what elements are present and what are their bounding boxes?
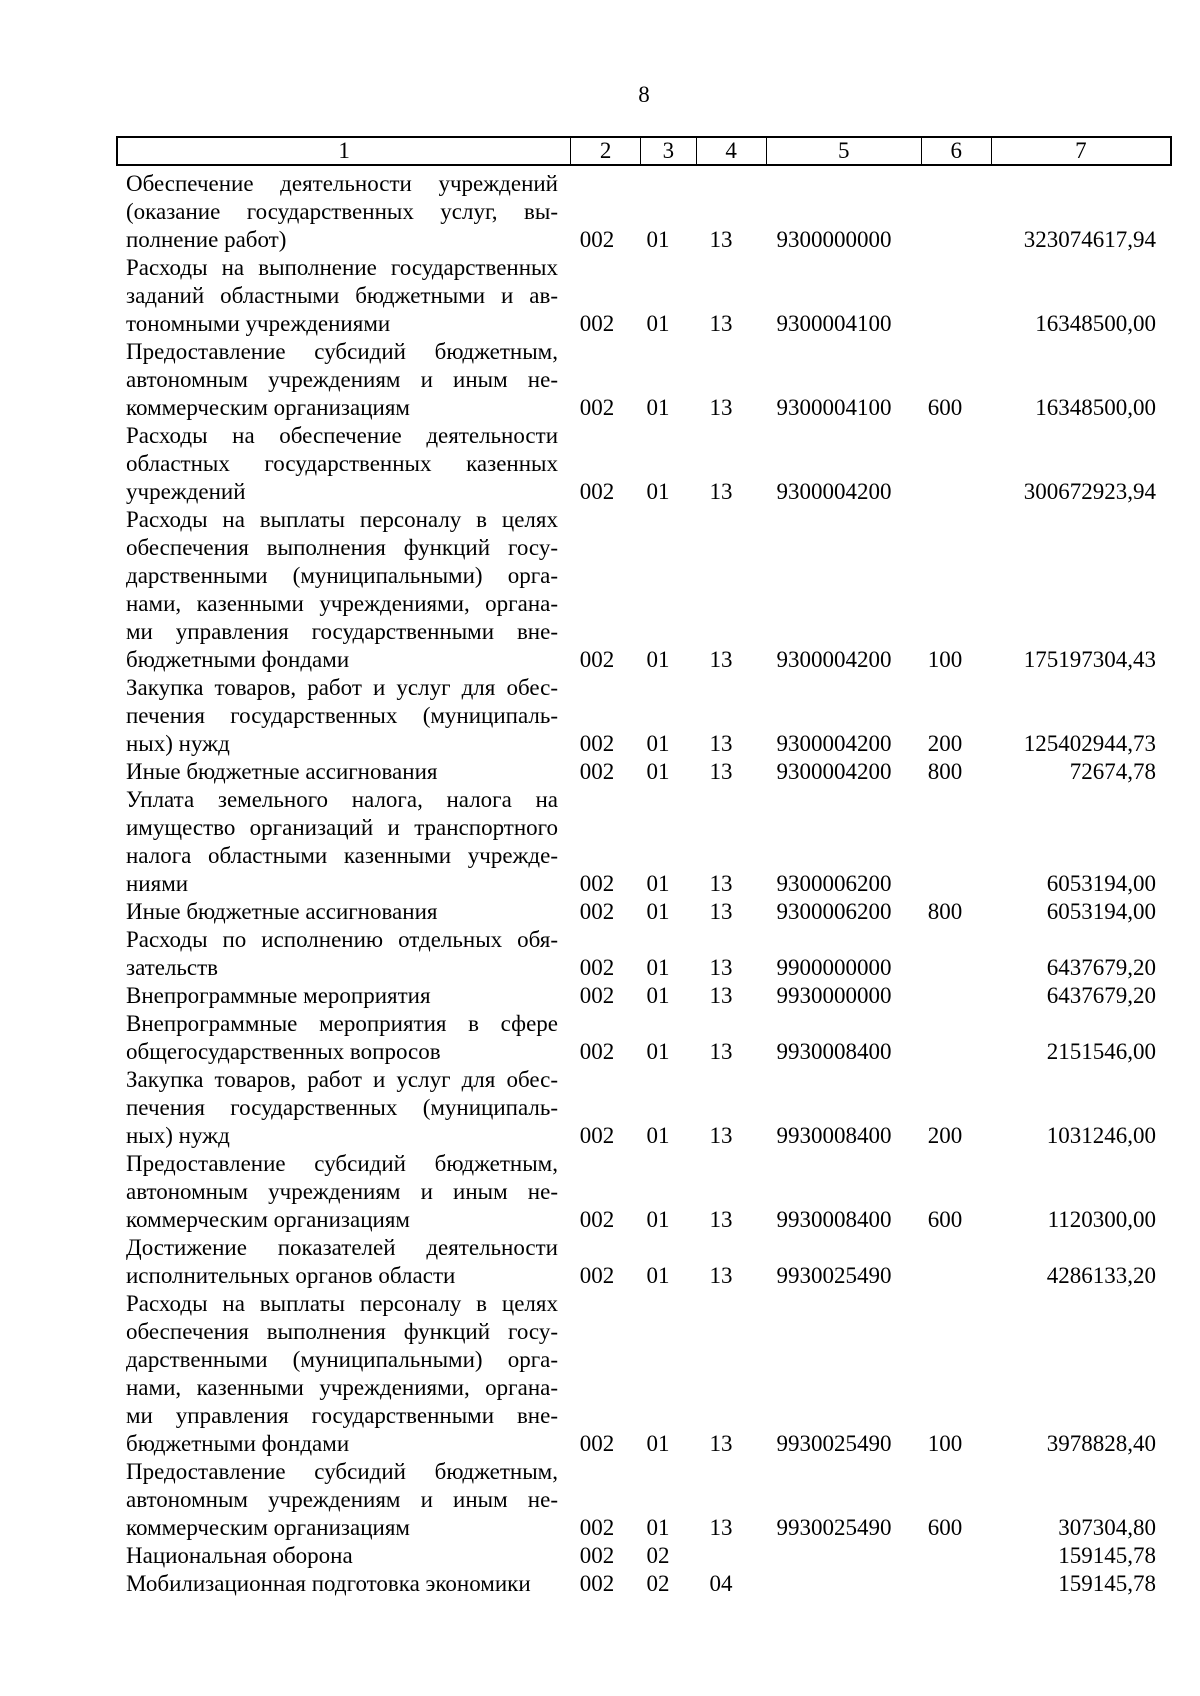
table-row	[126, 506, 1166, 674]
description-line: заданий областными бюджетными и ав-	[126, 283, 558, 308]
cell-ministry-code: 002	[579, 983, 615, 1008]
row-description	[126, 1458, 566, 1542]
description-line: коммерческим организациям	[126, 395, 410, 420]
table-row	[126, 758, 1166, 786]
cell-section: 01	[646, 759, 670, 784]
cell-target-item: 9300004100	[776, 395, 892, 420]
row-description	[126, 758, 566, 786]
description-line: автономным учреждениям и иным не-	[126, 367, 558, 392]
cell-amount: 6437679,20	[1046, 983, 1156, 1008]
cell-section: 01	[646, 983, 670, 1008]
cell-expense-type: 600	[927, 395, 963, 420]
cell-section: 01	[646, 1123, 670, 1148]
table-row	[126, 926, 1166, 982]
table-row	[126, 1570, 1166, 1598]
row-description	[126, 926, 566, 982]
cell-subsection: 13	[709, 647, 733, 672]
description-line: обеспечения выполнения функций госу-	[126, 535, 558, 560]
cell-ministry-code: 002	[579, 1571, 615, 1596]
cell-amount: 4286133,20	[1046, 1263, 1156, 1288]
cell-ministry-code: 002	[579, 1515, 615, 1540]
cell-target-item: 9300000000	[776, 227, 892, 252]
cell-target-item: 9930025490	[776, 1263, 892, 1288]
header-col-2: 2	[571, 138, 641, 164]
cell-amount: 307304,80	[1058, 1515, 1156, 1540]
cell-target-item: 9930008400	[776, 1207, 892, 1232]
description-line: Расходы на выплаты персоналу в целях	[126, 1291, 558, 1316]
cell-target-item: 9300006200	[776, 871, 892, 896]
cell-amount: 175197304,43	[1023, 647, 1156, 672]
cell-subsection: 13	[709, 983, 733, 1008]
cell-target-item: 9300006200	[776, 899, 892, 924]
description-line: тономными учреждениями	[126, 311, 391, 336]
cell-target-item: 9300004200	[776, 479, 892, 504]
description-line: печения государственных (муниципаль-	[126, 703, 558, 728]
row-description	[126, 338, 566, 422]
row-description	[126, 254, 566, 338]
header-col-6: 6	[922, 138, 992, 164]
cell-ministry-code: 002	[579, 1123, 615, 1148]
cell-subsection: 13	[709, 1039, 733, 1064]
description-line: дарственными (муниципальными) орга-	[126, 1347, 558, 1372]
cell-subsection: 13	[709, 311, 733, 336]
description-line: бюджетными фондами	[126, 647, 350, 672]
description-line: ниями	[126, 871, 189, 896]
row-description	[126, 674, 566, 758]
description-line: общегосударственных вопросов	[126, 1039, 441, 1064]
cell-ministry-code: 002	[579, 395, 615, 420]
description-line: Иные бюджетные ассигнования	[126, 899, 438, 924]
description-line: нами, казенными учреждениями, органа-	[126, 1375, 558, 1400]
description-line: Достижение показателей деятельности	[126, 1235, 558, 1260]
cell-target-item: 9930000000	[776, 983, 892, 1008]
description-line: Закупка товаров, работ и услуг для обес-	[126, 675, 558, 700]
cell-target-item: 9930008400	[776, 1123, 892, 1148]
row-description	[126, 1570, 566, 1598]
table-row	[126, 1010, 1166, 1066]
description-line: печения государственных (муниципаль-	[126, 1095, 558, 1120]
description-line: Внепрограммные мероприятия	[126, 983, 431, 1008]
description-line: Иные бюджетные ассигнования	[126, 759, 438, 784]
description-line: коммерческим организациям	[126, 1207, 410, 1232]
cell-section: 01	[646, 731, 670, 756]
cell-subsection: 13	[709, 731, 733, 756]
description-line: Расходы на обеспечение деятельности	[126, 423, 558, 448]
row-description	[126, 422, 566, 506]
cell-expense-type: 800	[927, 759, 963, 784]
table-row	[126, 1234, 1166, 1290]
cell-amount: 159145,78	[1058, 1543, 1156, 1568]
cell-amount: 1031246,00	[1046, 1123, 1156, 1148]
cell-subsection: 13	[709, 479, 733, 504]
cell-subsection: 13	[709, 1431, 733, 1456]
table-row	[126, 1458, 1166, 1542]
header-col-7: 7	[1075, 138, 1087, 163]
table-row	[126, 1150, 1166, 1234]
cell-target-item: 9930025490	[776, 1515, 892, 1540]
cell-ministry-code: 002	[579, 1039, 615, 1064]
cell-expense-type: 800	[927, 899, 963, 924]
cell-amount: 6437679,20	[1046, 955, 1156, 980]
table-row	[126, 786, 1166, 898]
description-line: имущество организаций и транспортного	[126, 815, 558, 840]
cell-expense-type: 600	[927, 1207, 963, 1232]
table-row	[126, 1542, 1166, 1570]
header-col-4: 4	[697, 138, 767, 164]
table-row	[126, 1066, 1166, 1150]
description-line: ми управления государственными вне-	[126, 619, 558, 644]
cell-ministry-code: 002	[579, 1207, 615, 1232]
cell-expense-type: 600	[927, 1515, 963, 1540]
row-description	[126, 1066, 566, 1150]
cell-subsection: 13	[709, 1123, 733, 1148]
cell-ministry-code: 002	[579, 731, 615, 756]
table-row	[126, 1290, 1166, 1458]
row-description	[126, 898, 566, 926]
row-description	[126, 1290, 566, 1458]
cell-ministry-code: 002	[579, 1431, 615, 1456]
cell-target-item: 9900000000	[776, 955, 892, 980]
cell-section: 02	[646, 1543, 670, 1568]
cell-amount: 16348500,00	[1035, 311, 1156, 336]
description-line: налога областными казенными учрежде-	[126, 843, 558, 868]
description-line: ми управления государственными вне-	[126, 1403, 558, 1428]
cell-ministry-code: 002	[579, 871, 615, 896]
cell-expense-type: 200	[927, 731, 963, 756]
cell-section: 01	[646, 1039, 670, 1064]
cell-subsection: 13	[709, 871, 733, 896]
cell-section: 01	[646, 647, 670, 672]
cell-section: 01	[646, 311, 670, 336]
table-row	[126, 674, 1166, 758]
description-line: автономным учреждениям и иным не-	[126, 1487, 558, 1512]
description-line: Национальная оборона	[126, 1543, 353, 1568]
cell-section: 01	[646, 955, 670, 980]
cell-amount: 323074617,94	[1023, 227, 1156, 252]
description-line: Мобилизационная подготовка экономики	[126, 1571, 531, 1596]
cell-ministry-code: 002	[579, 647, 615, 672]
cell-section: 01	[646, 899, 670, 924]
description-line: нами, казенными учреждениями, органа-	[126, 591, 558, 616]
cell-amount: 6053194,00	[1046, 871, 1156, 896]
cell-amount: 159145,78	[1058, 1571, 1156, 1596]
cell-ministry-code: 002	[579, 227, 615, 252]
cell-subsection: 13	[709, 395, 733, 420]
cell-subsection: 13	[709, 1515, 733, 1540]
cell-expense-type: 100	[927, 647, 963, 672]
description-line: зательств	[126, 955, 219, 980]
cell-section: 01	[646, 1515, 670, 1540]
description-line: дарственными (муниципальными) орга-	[126, 563, 558, 588]
cell-ministry-code: 002	[579, 899, 615, 924]
description-line: полнение работ)	[126, 227, 287, 252]
cell-section: 02	[646, 1571, 670, 1596]
description-line: Расходы на выполнение государственных	[126, 255, 558, 280]
description-line: Закупка товаров, работ и услуг для обес-	[126, 1067, 558, 1092]
cell-section: 01	[646, 227, 670, 252]
description-line: Расходы по исполнению отдельных обя-	[126, 927, 558, 952]
page-number: 8	[638, 82, 650, 107]
description-line: ных) нужд	[126, 1123, 230, 1148]
description-line: исполнительных органов области	[126, 1263, 456, 1288]
description-line: (оказание государственных услуг, вы-	[126, 199, 558, 224]
header-col-3: 3	[641, 138, 697, 164]
cell-amount: 300672923,94	[1023, 479, 1156, 504]
row-description	[126, 786, 566, 898]
table-row	[126, 170, 1166, 254]
cell-target-item: 9300004200	[776, 731, 892, 756]
cell-target-item: 9930025490	[776, 1431, 892, 1456]
description-line: автономным учреждениям и иным не-	[126, 1179, 558, 1204]
description-line: ных) нужд	[126, 731, 230, 756]
row-description	[126, 170, 566, 254]
table-body	[126, 170, 1166, 1598]
cell-subsection: 13	[709, 227, 733, 252]
cell-section: 01	[646, 1207, 670, 1232]
cell-amount: 3978828,40	[1046, 1431, 1156, 1456]
cell-ministry-code: 002	[579, 311, 615, 336]
cell-expense-type: 100	[927, 1431, 963, 1456]
table-row	[126, 422, 1166, 506]
row-description	[126, 1010, 566, 1066]
description-line: бюджетными фондами	[126, 1431, 350, 1456]
cell-section: 01	[646, 395, 670, 420]
table-row	[126, 982, 1166, 1010]
cell-subsection: 13	[709, 1207, 733, 1232]
cell-subsection: 04	[709, 1571, 733, 1596]
cell-ministry-code: 002	[579, 1543, 615, 1568]
row-description	[126, 506, 566, 674]
cell-target-item: 9300004200	[776, 647, 892, 672]
cell-ministry-code: 002	[579, 955, 615, 980]
cell-subsection: 13	[709, 1263, 733, 1288]
cell-amount: 1120300,00	[1047, 1207, 1156, 1232]
description-line: обеспечения выполнения функций госу-	[126, 1319, 558, 1344]
row-description	[126, 1150, 566, 1234]
description-line: областных государственных казенных	[126, 451, 558, 476]
description-line: Предоставление субсидий бюджетным,	[126, 1459, 558, 1484]
description-line: Обеспечение деятельности учреждений	[126, 171, 558, 196]
cell-section: 01	[646, 871, 670, 896]
cell-ministry-code: 002	[579, 759, 615, 784]
cell-section: 01	[646, 479, 670, 504]
header-col-1: 1	[118, 138, 571, 164]
row-description	[126, 982, 566, 1010]
cell-target-item: 9300004100	[776, 311, 892, 336]
header-col-5: 5	[767, 138, 922, 164]
row-description	[126, 1542, 566, 1570]
cell-amount: 2151546,00	[1046, 1039, 1156, 1064]
description-line: Предоставление субсидий бюджетным,	[126, 339, 558, 364]
table-header	[116, 136, 1172, 166]
cell-expense-type: 200	[927, 1123, 963, 1148]
table-row	[126, 338, 1166, 422]
row-description	[126, 1234, 566, 1290]
cell-amount: 72674,78	[1069, 759, 1156, 784]
table-row	[126, 254, 1166, 338]
cell-section: 01	[646, 1263, 670, 1288]
cell-section: 01	[646, 1431, 670, 1456]
cell-amount: 6053194,00	[1046, 899, 1156, 924]
cell-subsection: 13	[709, 759, 733, 784]
description-line: учреждений	[126, 479, 246, 504]
cell-subsection: 13	[709, 955, 733, 980]
cell-subsection: 13	[709, 899, 733, 924]
cell-amount: 16348500,00	[1035, 395, 1156, 420]
description-line: Предоставление субсидий бюджетным,	[126, 1151, 558, 1176]
cell-target-item: 9300004200	[776, 759, 892, 784]
cell-ministry-code: 002	[579, 1263, 615, 1288]
description-line: Уплата земельного налога, налога на	[126, 787, 558, 812]
cell-amount: 125402944,73	[1023, 731, 1156, 756]
description-line: коммерческим организациям	[126, 1515, 410, 1540]
description-line: Внепрограммные мероприятия в сфере	[126, 1011, 558, 1036]
cell-ministry-code: 002	[579, 479, 615, 504]
table-row	[126, 898, 1166, 926]
description-line: Расходы на выплаты персоналу в целях	[126, 507, 558, 532]
cell-target-item: 9930008400	[776, 1039, 892, 1064]
